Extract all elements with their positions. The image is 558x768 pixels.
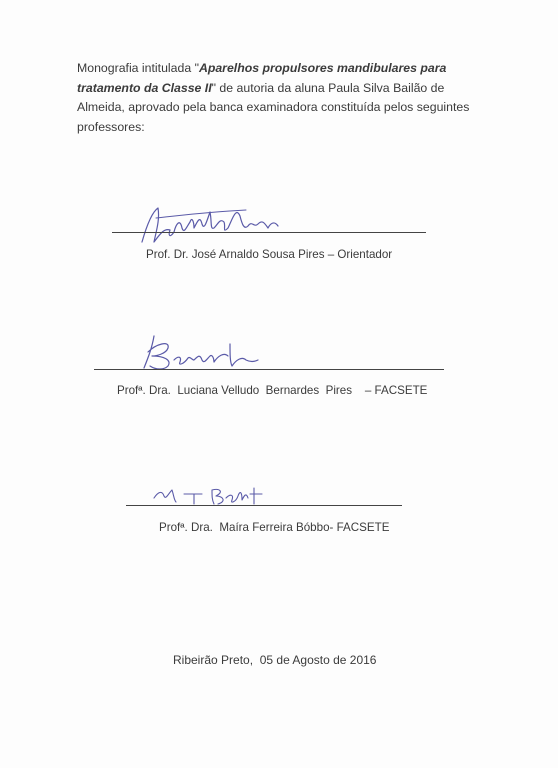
intro-suffix: " de autoria da aluna Paula Silva Bailão de Almeida, aprovado pela banca examinadora constituída pelos seguintes professores: [77,80,470,134]
signatory-name-2: Profª. Dra. Luciana Velludo Bernardes Pires – FACSETE [117,384,428,397]
signatory-name-1: Prof. Dr. José Arnaldo Sousa Pires – Orientador [146,248,393,261]
city-and-date: Ribeirão Preto, 05 de Agosto de 2016 [173,653,377,667]
signature-line-3 [126,505,402,506]
signatory-name-3: Profª. Dra. Maíra Ferreira Bóbbo- FACSETE [159,521,390,534]
intro-prefix: Monografia intitulada " [77,61,199,75]
signature-3 [150,478,290,512]
monograph-title: Aparelhos propulsores mandibulares para tratamento da Classe II [77,61,447,95]
signature-line-1 [112,232,426,233]
approval-statement [77,59,477,137]
signature-line-2 [94,369,444,370]
